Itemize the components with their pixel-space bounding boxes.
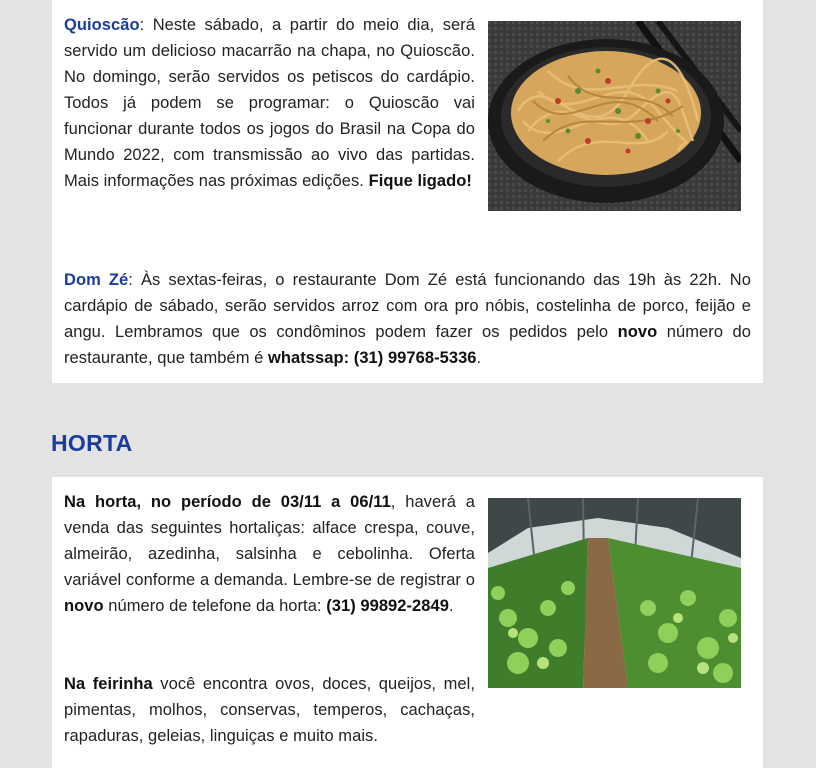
feirinha-paragraph	[64, 671, 475, 749]
quioscao-highlight: Fique ligado!	[368, 172, 472, 190]
domze-text-2: número do restaurante, que também é	[64, 323, 752, 367]
quioscao-text: : Neste sábado, a partir do meio dia, será servido um delicioso macarrão na chapa, no Quioscão. No domingo, serão servidos os petiscos do cardápio. Todos já podem se programar: o Quioscão vai funcionar durante todos os jogos do Brasil na Copa do Mundo 2022, com transmissão ao vivo das partidas. Mais informações nas próximas edições.	[64, 16, 475, 190]
noodles-illustration	[488, 21, 741, 211]
horta-text-1: , haverá a venda das seguintes hortaliças: alface crespa, couve, almeirão, azedinha, salsinha e cebolinha. Oferta variável conforme a demanda. Lembre-se de registrar o	[64, 493, 475, 589]
greenhouse-illustration	[488, 498, 741, 688]
domze-whatsapp: whatssap: (31) 99768-5336	[268, 349, 477, 367]
domze-text-1: : Às sextas-feiras, o restaurante Dom Zé está funcionando das 19h às 22h. No cardápio de sábado, serão servidos arroz com ora pro nóbis, costelinha de porco, feijão e angu. Lembramos que os condôminos podem fazer os pedidos pelo	[64, 271, 752, 341]
feirinha-label: Na feirinha	[64, 675, 153, 693]
horta-text-2: número de telefone da horta:	[103, 597, 327, 615]
quioscao-paragraph	[64, 12, 475, 194]
greenhouse-image	[488, 498, 741, 688]
feirinha-text: você encontra ovos, doces, queijos, mel, pimentas, molhos, conservas, temperos, cachaças, rapaduras, geleias, linguiças e muito mais.	[64, 675, 475, 745]
horta-card	[52, 477, 763, 768]
horta-bold-novo: novo	[64, 597, 104, 615]
quioscao-name: Quioscão	[64, 16, 140, 34]
domze-name: Dom Zé	[64, 271, 129, 289]
domze-bold-novo: novo	[617, 323, 658, 341]
noodles-image	[488, 21, 741, 211]
domze-paragraph	[64, 267, 751, 371]
horta-paragraph	[64, 489, 475, 619]
horta-period: Na horta, no período de 03/11 a 06/11	[64, 493, 391, 511]
horta-text-3: .	[448, 597, 454, 615]
horta-phone: (31) 99892-2849	[326, 597, 449, 615]
section-title-horta: HORTA	[51, 430, 133, 456]
food-news-card	[52, 0, 763, 383]
domze-text-3: .	[476, 349, 482, 367]
